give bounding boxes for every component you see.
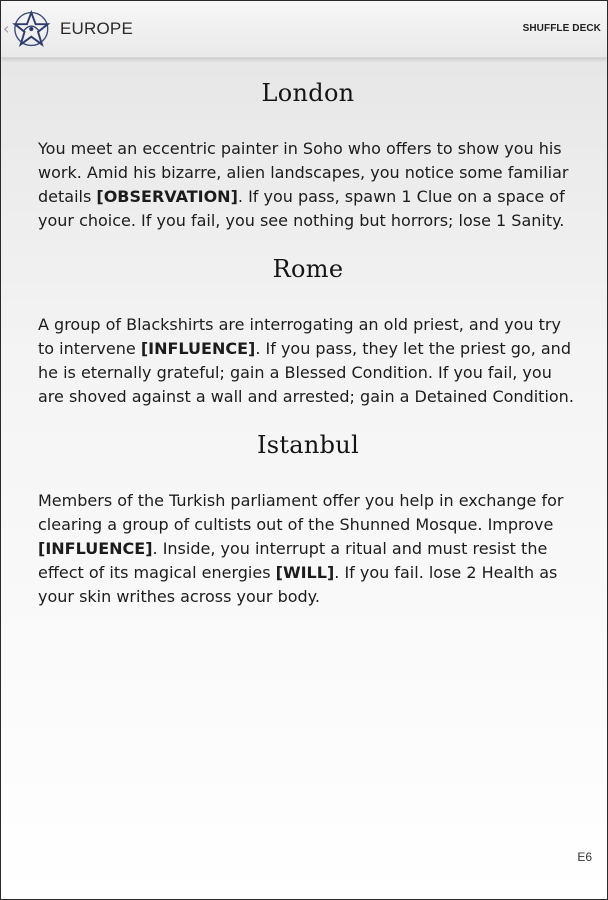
encounter-text-run: You meet an eccentric painter in Soho who offers to show you his work. Amid his bizarre, alien landscapes, you notice some familiar details <box>38 139 569 206</box>
skill-test-label: [OBSERVATION] <box>96 187 238 206</box>
encounter-section <box>38 249 578 409</box>
page-title: EUROPE <box>60 19 133 38</box>
encounter-section <box>38 425 578 609</box>
encounter-section <box>38 73 578 233</box>
back-button[interactable] <box>3 9 133 49</box>
encounter-text-run: . If you pass, spawn 1 Clue on a space of your choice. If you fail, you see nothing but horrors; lose 1 Sanity. <box>38 187 565 230</box>
encounter-text-run: . If you pass, they let the priest go, and he is eternally grateful; gain a Blessed Condition. If you fail, you are shoved against a wall and arrested; gain a Detained Condition. <box>38 339 574 406</box>
encounter-list <box>38 73 578 625</box>
card-code: E6 <box>577 850 592 864</box>
encounter-text-run: . If you fail. lose 2 Health as your skin writhes across your body. <box>38 563 558 606</box>
skill-test-label: [INFLUENCE] <box>140 339 256 358</box>
skill-test-label: [INFLUENCE] <box>38 539 153 558</box>
encounter-text-run: A group of Blackshirts are interrogating an old priest, and you try to intervene <box>38 315 561 358</box>
encounter-text-run: . Inside, you interrupt a ritual and must resist the effect of its magical energies <box>38 539 548 582</box>
elder-sign-star-icon <box>11 9 52 49</box>
encounter-location-heading: Rome <box>272 255 344 283</box>
skill-test-label: [WILL] <box>275 563 335 582</box>
encounter-text <box>38 489 578 609</box>
encounter-text-run: Members of the Turkish parliament offer you help in exchange for clearing a group of cultists out of the Shunned Mosque. Improve <box>38 491 564 534</box>
encounter-text <box>38 137 578 233</box>
encounter-text <box>38 313 578 409</box>
encounter-location-heading: London <box>261 79 355 107</box>
top-bar <box>1 1 607 58</box>
encounter-location-heading: Istanbul <box>256 431 360 459</box>
shuffle-deck-button[interactable]: SHUFFLE DECK <box>522 23 601 34</box>
chevron-left-icon: ‹ <box>3 19 10 38</box>
